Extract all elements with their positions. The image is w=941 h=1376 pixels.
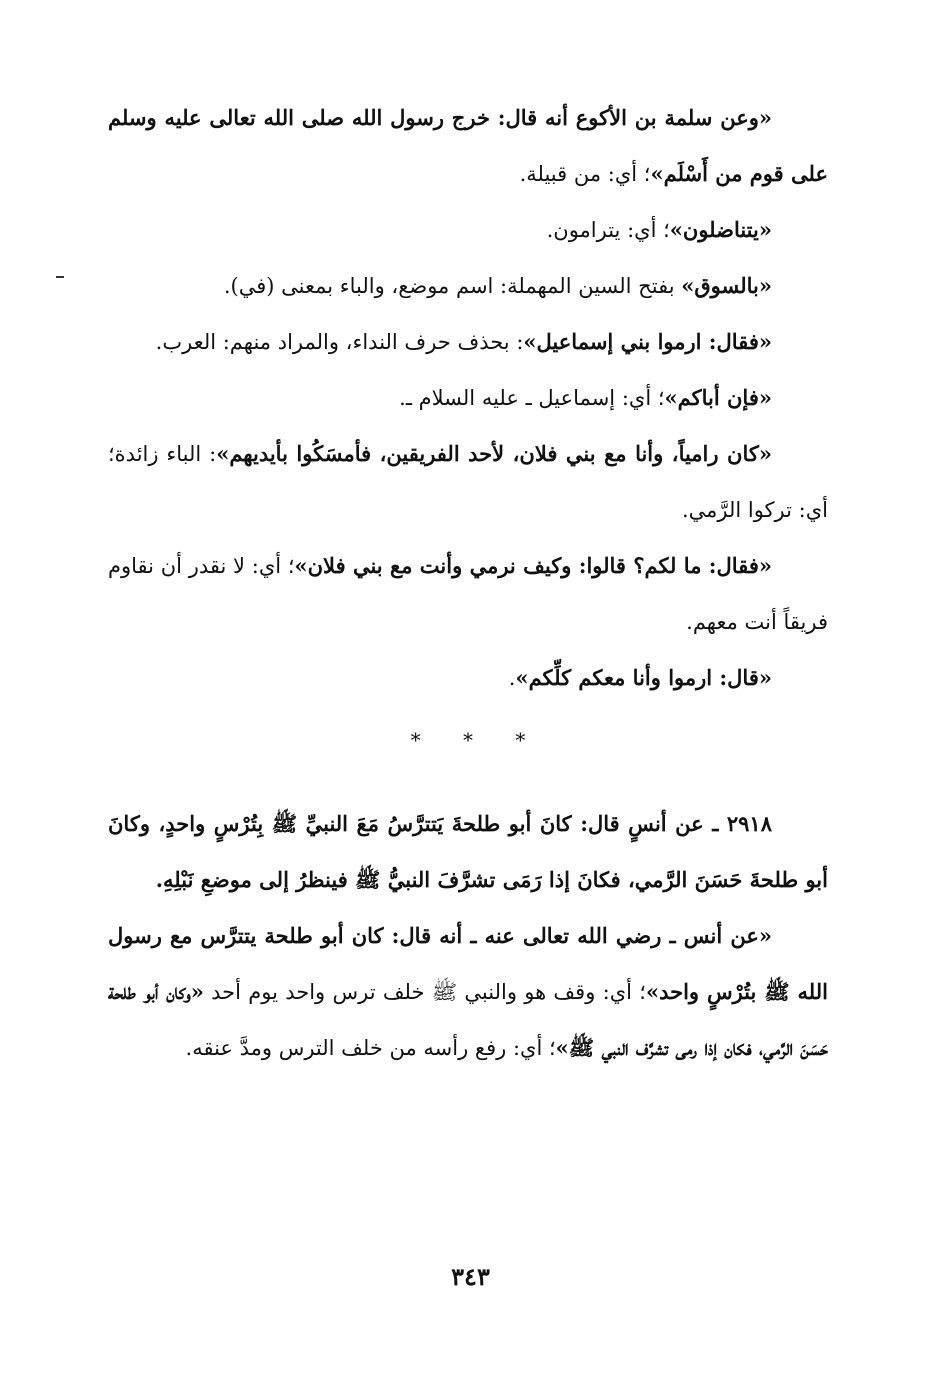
- quote-text: «فقال: ما لكم؟ قالوا: وكيف نرمي وأنت مع بني فلان»: [294, 553, 772, 578]
- paragraph-kana-ramiyan: [108, 426, 828, 538]
- section-separator: * * *: [410, 728, 544, 752]
- quote-text: «وكان أبو طلحة حَسَنَ الرَّمي، فكان إذا رمى تشرَّف النبي ﷺ»: [108, 979, 828, 1060]
- explanation-text: ؛ أي: من قبيلة.: [519, 162, 651, 186]
- page-number: ٣٤٣: [451, 1262, 490, 1291]
- quote-text: «بالسوق»: [681, 273, 772, 298]
- explanation-text: ؛ أي: لا نقدر أن نقاوم فريقاً أنت معهم.: [108, 554, 828, 634]
- paragraph-abakum: [108, 370, 828, 426]
- quote-text: «كان رامياً، وأنا مع بني فلان، لأحد الفريقين، فأمسَكُوا بأيديهم»: [216, 441, 772, 466]
- paragraph-qala-irmu: [108, 650, 828, 706]
- explanation-text: : بحذف حرف النداء، والمراد منهم: العرب.: [155, 330, 524, 354]
- hadith-2918: [108, 796, 828, 908]
- quote-text: «عن أنس ـ رضي الله تعالى عنه ـ أنه قال: كان أبو طلحة يتترَّس مع رسول الله ﷺ بتُرْسٍ واحد»: [108, 923, 828, 1004]
- paragraph-bissouq: [108, 258, 828, 314]
- paragraph-yatanadaloon: [108, 202, 828, 258]
- explanation-text: بفتح السين المهملة: اسم موضع، والباء بمعنى (في).: [223, 274, 682, 298]
- page-body: [108, 90, 828, 1076]
- quote-text: «يتناضلون»: [669, 217, 772, 242]
- explanation-text: ؛ أي: يترامون.: [546, 218, 670, 242]
- explanation-text: ؛ أي: وقف هو والنبي ﷺ خلف ترس واحد يوم أحد: [203, 980, 646, 1004]
- explanation-text: ؛ أي: إسماعيل ـ عليه السلام ـ.: [399, 386, 665, 410]
- margin-mark: [56, 276, 64, 278]
- quote-text: «قال: ارموا وأنا معكم كلِّكم»: [515, 665, 772, 690]
- explanation-text: : الباء زائدة؛ أي: تركوا الرَّمي.: [108, 442, 828, 522]
- commentary-paragraph: [108, 908, 828, 1076]
- quote-text: «وعن سلمة بن الأكوع أنه قال: خرج رسول الله صلى الله تعالى عليه وسلم على قوم من أَسْلَم»: [108, 105, 828, 186]
- explanation-text: ؛ أي: رفع رأسه من خلف الترس ومدَّ عنقه.: [185, 1036, 556, 1060]
- explanation-text: .: [508, 666, 516, 690]
- paragraph-ma-lakum: [108, 538, 828, 650]
- hadith-text: ٢٩١٨ ـ عن أنسٍ قال: كانَ أبو طلحةَ يَتترَّسُ مَعَ النبيِّ ﷺ بِتُرْسٍ واحدٍ، وكانَ أبو طلحةَ حَسَنَ الرَّمي، فكانَ إذا رَمَى تشرَّفَ النبيُّ ﷺ فينظرُ إلى موضعِ نَبْلِهِ.: [108, 811, 828, 892]
- quote-text: «فإن أباكم»: [664, 385, 772, 410]
- quote-text: «فقال: ارموا بني إسماعيل»: [523, 329, 772, 354]
- paragraph-irmu: [108, 314, 828, 370]
- paragraph-salama: [108, 90, 828, 202]
